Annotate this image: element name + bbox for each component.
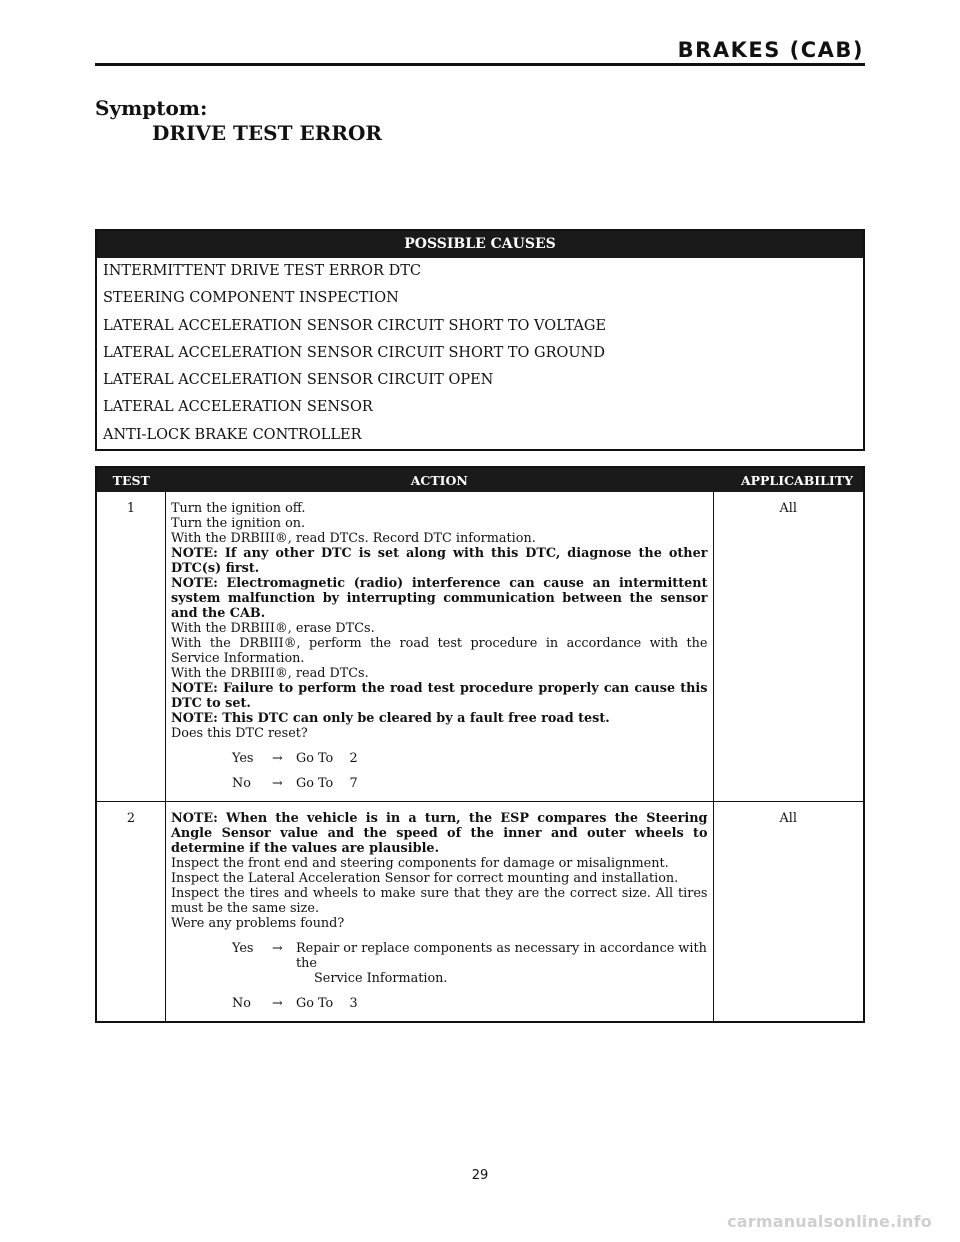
action-line: With the DRBIII®, perform the road test procedure in accordance with the Service Information. [171,636,708,666]
test-number: 2 [96,802,166,1023]
test-row [96,492,864,802]
choice-yes [171,941,708,986]
test-row [96,802,864,1023]
choice-yes [171,751,708,766]
test-action [166,802,714,1023]
cause-item: LATERAL ACCELERATION SENSOR CIRCUIT SHORT TO GROUND [103,344,605,361]
cause-item: STEERING COMPONENT INSPECTION [103,290,399,307]
choice-answer: No [232,776,251,791]
possible-causes-heading: POSSIBLE CAUSES [97,231,863,258]
symptom-label: Symptom: [95,96,208,120]
arrow-icon: → [272,941,283,956]
page-number: 29 [471,1168,489,1183]
choice-result-line: Repair or replace components as necessary in accordance with the [296,941,707,971]
cause-item: ANTI-LOCK BRAKE CONTROLLER [103,426,362,443]
choice-result: Go To 7 [296,776,358,791]
arrow-icon: → [272,996,283,1011]
action-line: Turn the ignition on. [171,516,306,531]
choice-result: Go To 2 [296,751,358,766]
test-number: 1 [96,492,166,802]
action-line: With the DRBIII®, read DTCs. [171,666,369,681]
choice-result-line: Service Information. [314,971,448,986]
test-action [166,492,714,802]
action-line: Inspect the Lateral Acceleration Sensor for correct mounting and installation. [171,871,679,886]
choice-no [171,996,708,1011]
cause-item: LATERAL ACCELERATION SENSOR [103,399,373,416]
choice-no [171,776,708,791]
choice-answer: Yes [232,941,254,956]
header-applicability: APPLICABILITY [713,467,864,492]
possible-causes-box [95,229,865,451]
watermark: carmanualsonline.info [727,1212,932,1231]
header-action: ACTION [166,467,714,492]
cause-item: LATERAL ACCELERATION SENSOR CIRCUIT SHORT TO VOLTAGE [103,317,607,334]
action-note: NOTE: This DTC can only be cleared by a fault free road test. [171,711,610,726]
choice-result: Go To 3 [296,996,358,1011]
action-note: NOTE: When the vehicle is in a turn, the ESP compares the Steering Angle Sensor value and the speed of the inner and outer wheels to determine if the values are plausible. [171,811,708,856]
test-applicability: All [779,501,797,516]
action-note: NOTE: Failure to perform the road test procedure properly can cause this DTC to set. [171,681,708,711]
header-test: TEST [96,467,166,492]
arrow-icon: → [272,776,283,791]
choice-answer: Yes [232,751,254,766]
action-line: With the DRBIII®, read DTCs. Record DTC information. [171,531,536,546]
section-title: BRAKES (CAB) [677,38,864,62]
test-table [95,466,865,1023]
symptom-text: DRIVE TEST ERROR [152,121,382,145]
header-rule [95,63,865,66]
cause-item: INTERMITTENT DRIVE TEST ERROR DTC [103,263,421,279]
cause-item: LATERAL ACCELERATION SENSOR CIRCUIT OPEN [103,372,494,389]
action-question: Does this DTC reset? [171,726,308,741]
action-line: Inspect the tires and wheels to make sure that they are the correct size. All tires must be the same size. [171,886,708,916]
choice-result [296,941,708,986]
choice-answer: No [232,996,251,1011]
action-line: Inspect the front end and steering components for damage or misalignment. [171,856,669,871]
arrow-icon: → [272,751,283,766]
action-note: NOTE: If any other DTC is set along with this DTC, diagnose the other DTC(s) first. [171,546,708,576]
action-note: NOTE: Electromagnetic (radio) interference can cause an intermittent system malfunction by interrupting communication between the sensor and the CAB. [171,576,708,621]
action-line: With the DRBIII®, erase DTCs. [171,621,375,636]
test-table-header [96,467,864,492]
action-line: Turn the ignition off. [171,501,306,516]
action-question: Were any problems found? [171,916,345,931]
test-applicability: All [713,802,864,1023]
